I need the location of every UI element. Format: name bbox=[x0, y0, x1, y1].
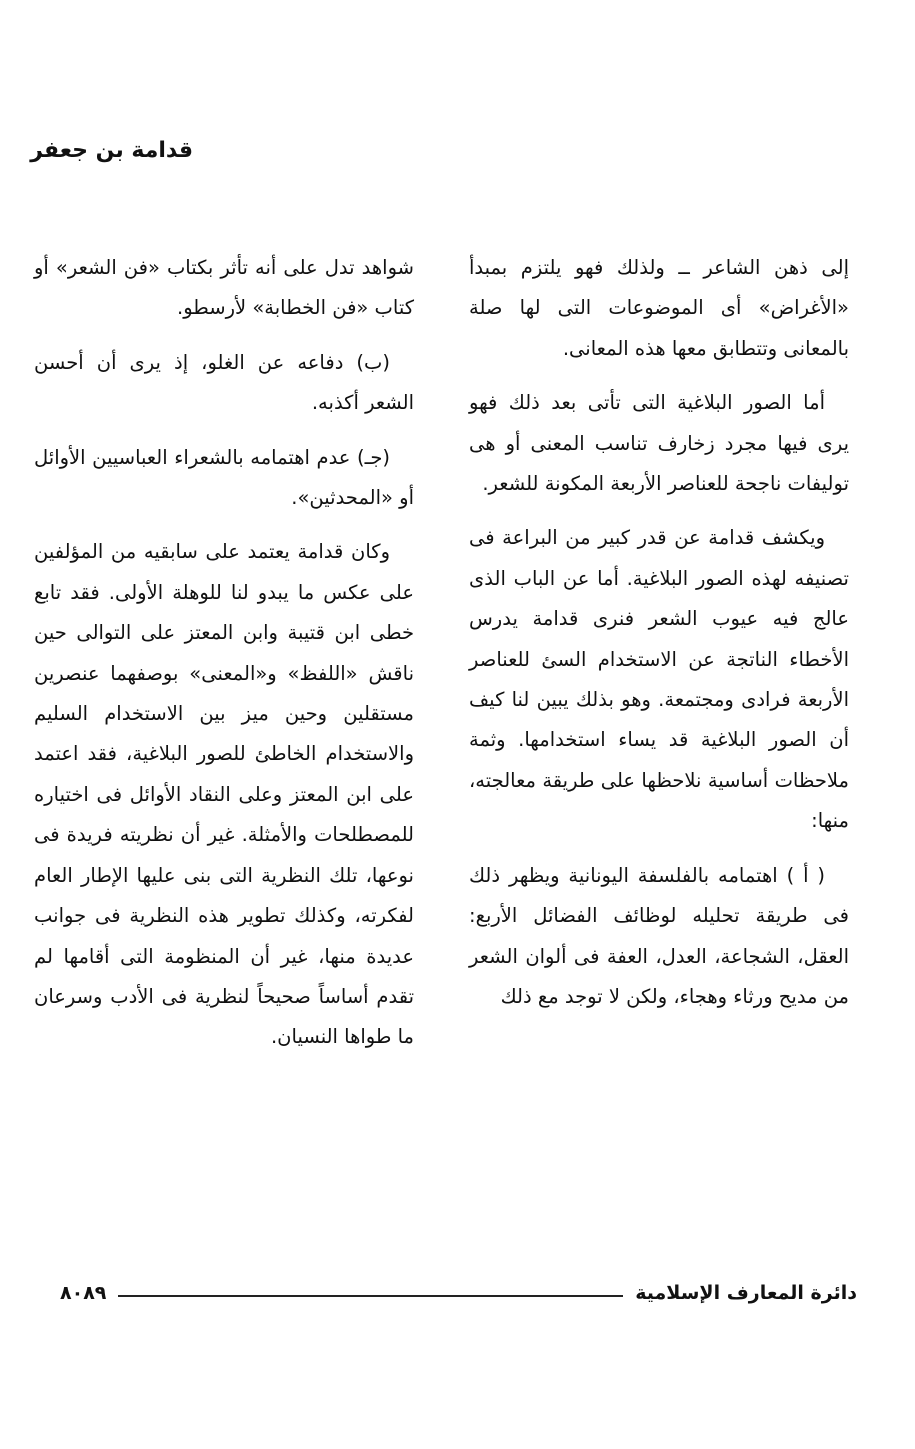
paragraph: (ب) دفاعه عن الغلو، إذ يرى أن أحسن الشعر أكذبه. bbox=[34, 350, 414, 415]
left-text-column bbox=[34, 248, 414, 1072]
paragraph: شواهد تدل على أنه تأثر بكتاب «فن الشعر» أو كتاب «فن الخطابة» لأرسطو. bbox=[34, 256, 414, 320]
paragraph: وكان قدامة يعتمد على سابقيه من المؤلفين على عكس ما يبدو لنا للوهلة الأولى. فقد تابع خطى ابن قتيبة وابن المعتز على التوالى حين ناقش «اللفظ» و«المعنى» بوصفهما عنصرين مستقلين وحين ميز بين الاستخدام السليم والاستخدام الخاطئ للصور البلاغية، فقد اعتمد على ابن المعتز وعلى النقاد الأوائل فى اختياره للمصطلحات والأمثلة. غير أن نظريته فريدة فى نوعها، تلك النظرية التى بنى عليها الإطار العام لفكرته، وكذلك تطوير هذه النظرية فى جوانب عديدة منها، غير أن المنظومة التى أقامها لم تقدم أساساً صحيحاً لنظرية فى الأدب وسرعان ما طواها النسيان. bbox=[34, 540, 414, 1049]
paragraph: ويكشف قدامة عن قدر كبير من البراعة فى تصنيفه لهذه الصور البلاغية. أما عن الباب الذى عالج فيه عيوب الشعر فنرى قدامة يدرس الأخطاء الناتجة عن الاستخدام السئ للعناصر الأربعة فرادى ومجتمعة. وهو بذلك يبين لنا كيف أن الصور البلاغية قد يساء استخدامها. وثمة ملاحظات أساسية نلاحظها على طريقة معالجته، منها: bbox=[469, 526, 849, 833]
page-number: ٨٠٨٩ bbox=[60, 1282, 107, 1304]
page-footer bbox=[60, 1282, 857, 1304]
right-text-column bbox=[469, 248, 849, 1031]
paragraph: (جـ) عدم اهتمامه بالشعراء العباسيين الأوائل أو «المحدثين». bbox=[34, 445, 414, 510]
footer-divider bbox=[118, 1295, 623, 1297]
paragraph: أما الصور البلاغية التى تأتى بعد ذلك فهو يرى فيها مجرد زخارف تناسب المعنى أو هى توليفات ناجحة للعناصر الأربعة المكونة للشعر. bbox=[469, 391, 849, 496]
paragraph: ( أ ) اهتمامه بالفلسفة اليونانية ويظهر ذلك فى طريقة تحليله لوظائف الفضائل الأربع: العقل، الشجاعة، العدل، العفة فى ألوان الشعر من مديح ورثاء وهجاء، ولكن لا توجد مع ذلك bbox=[469, 863, 849, 1008]
publication-title: دائرة المعارف الإسلامية bbox=[635, 1282, 857, 1304]
running-header-title: قدامة بن جعفر bbox=[30, 138, 193, 163]
paragraph: إلى ذهن الشاعر ــ ولذلك فهو يلتزم بمبدأ «الأغراض» أى الموضوعات التى لها صلة بالمعانى وتتطابق معها هذه المعانى. bbox=[469, 256, 849, 360]
